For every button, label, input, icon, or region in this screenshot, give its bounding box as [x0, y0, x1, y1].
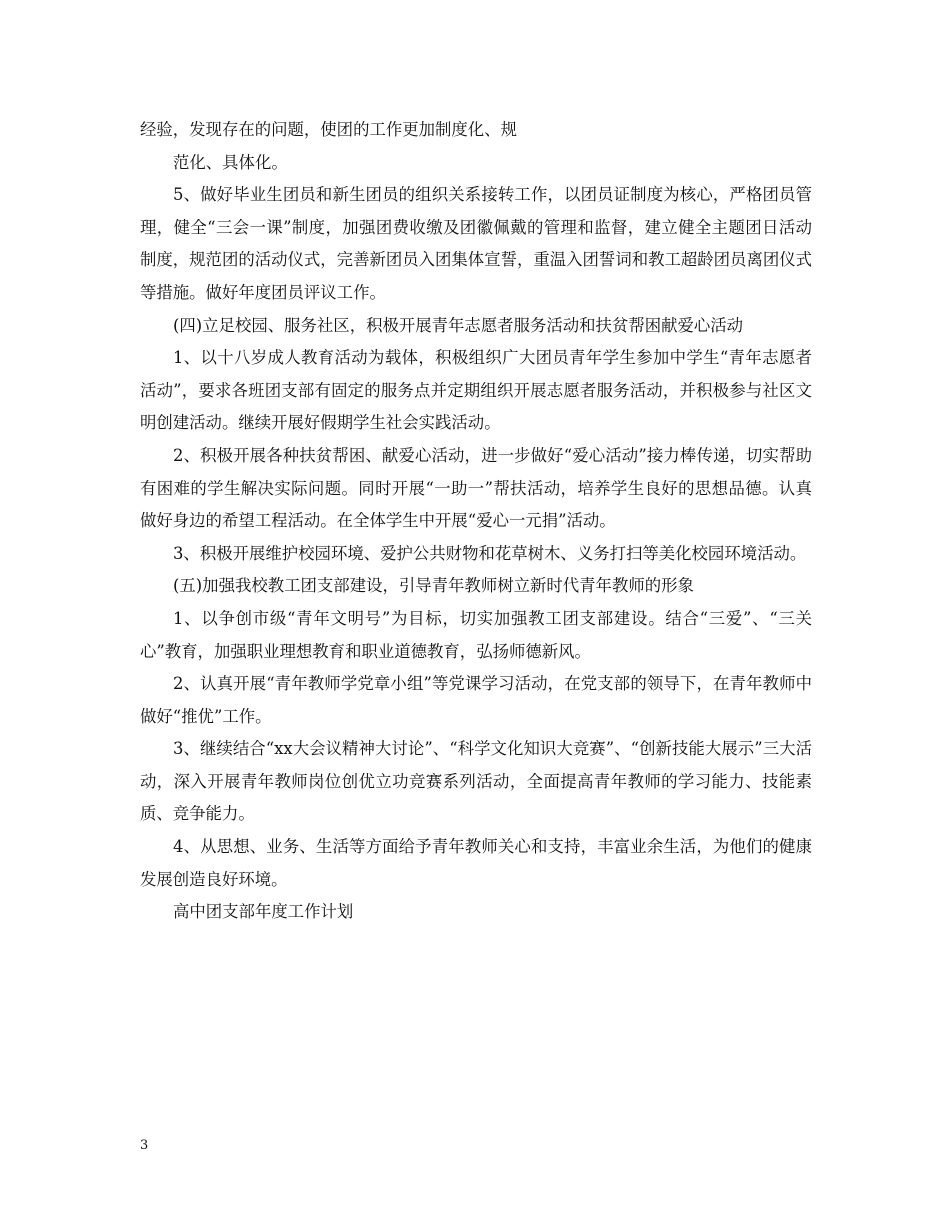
paragraph-10: 2、认真开展“青年教师学党章小组”等党课学习活动，在党支部的领导下，在青年教师中做好“推优”工作。 — [140, 674, 812, 726]
paragraph-3: 5、做好毕业生团员和新生团员的组织关系接转工作，以团员证制度为核心，严格团员管理，健全“三会一课”制度，加强团费收缴及团徽佩戴的管理和监督，建立健全主题团日活动制度，规范团的活动仪式，完善新团员入团集体宣誓，重温入团誓词和教工超龄团员离团仪式等措施。做好年度团员评议工作。 — [140, 185, 813, 302]
section-heading-5: (五)加强我校教工团支部建设，引导青年教师树立新时代青年教师的形象 — [173, 576, 694, 596]
section-heading-4: (四)立足校园、服务社区，积极开展青年志愿者服务活动和扶贫帮困献爱心活动 — [173, 315, 744, 335]
paragraph-6: 2、积极开展各种扶贫帮困、献爱心活动，进一步做好“爱心活动”接力棒传递，切实帮助有困难的学生解决实际问题。同时开展“一助一”帮扶活动，培养学生良好的思想品德。认真做好身边的希望工程活动。在全体学生中开展“爱心一元捐”活动。 — [140, 445, 812, 531]
paragraph-7: 3、积极开展维护校园环境、爱护公共财物和花草树木、义务打扫等美化校园环境活动。 — [173, 543, 807, 563]
page-number: 3 — [140, 1138, 149, 1153]
paragraph-9: 1、以争创市级“青年文明号”为目标，切实加强教工团支部建设。结合“三爱”、“三关心”教育，加强职业理想教育和职业道德教育，弘扬师德新风。 — [140, 608, 812, 661]
paragraph-12: 4、从思想、业务、生活等方面给予青年教师关心和支持，丰富业余生活，为他们的健康发展创造良好环境。 — [140, 837, 812, 889]
paragraph-2: 范化、具体化。 — [173, 152, 288, 172]
paragraph-11: 3、继续结合“xx大会议精神大讨论”、“科学文化知识大竞赛”、“创新技能大展示”三大活动，深入开展青年教师岗位创优立功竞赛系列活动，全面提高青年教师的学习能力、技能素质、竞争能力。 — [140, 739, 812, 824]
document-body — [140, 114, 812, 929]
document-title-line: 高中团支部年度工作计划 — [173, 902, 354, 922]
paragraph-5: 1、以十八岁成人教育活动为载体，积极组织广大团员青年学生参加中学生“青年志愿者活动”，要求各班团支部有固定的服务点并定期组织开展志愿者服务活动，并积极参与社区文明创建活动。继续开展好假期学生社会实践活动。 — [140, 348, 812, 433]
paragraph-1: 经验，发现存在的问题，使团的工作更加制度化、规 — [140, 120, 517, 139]
